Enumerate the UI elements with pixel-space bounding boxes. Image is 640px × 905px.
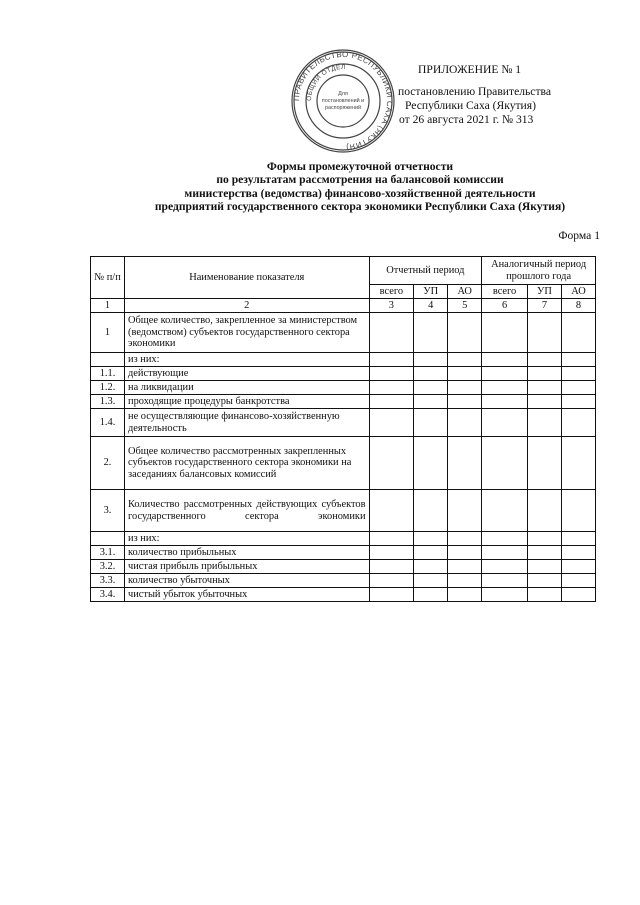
header-num: № п/п	[91, 257, 125, 299]
value-cell	[448, 560, 482, 574]
column-number-row	[91, 299, 596, 313]
value-cell	[448, 409, 482, 437]
column-number-cell: 4	[414, 299, 448, 313]
title-line-2: по результатам рассмотрения на балансовой комиссии	[216, 173, 504, 187]
value-cell	[482, 532, 528, 546]
row-name: действующие	[125, 367, 370, 381]
column-number-cell: 8	[561, 299, 595, 313]
table-row	[91, 532, 596, 546]
row-number: 1.2.	[91, 381, 125, 395]
table-row	[91, 367, 596, 381]
value-cell	[561, 532, 595, 546]
value-cell	[414, 490, 448, 532]
value-cell	[369, 409, 414, 437]
value-cell	[448, 588, 482, 602]
value-cell	[561, 490, 595, 532]
value-cell	[482, 313, 528, 353]
value-cell	[448, 395, 482, 409]
value-cell	[561, 588, 595, 602]
column-number-cell: 3	[369, 299, 414, 313]
title-line-1: Формы промежуточной отчетности	[266, 160, 454, 173]
row-name: на ликвидации	[125, 381, 370, 395]
table-row	[91, 381, 596, 395]
row-number: 3.3.	[91, 574, 125, 588]
value-cell	[448, 574, 482, 588]
table-row	[91, 395, 596, 409]
row-number	[91, 532, 125, 546]
value-cell	[561, 409, 595, 437]
value-cell	[482, 546, 528, 560]
value-cell	[561, 437, 595, 490]
value-cell	[561, 560, 595, 574]
row-number: 3.2.	[91, 560, 125, 574]
table-row	[91, 437, 596, 490]
table-row	[91, 409, 596, 437]
value-cell	[369, 313, 414, 353]
value-cell	[369, 395, 414, 409]
value-cell	[561, 395, 595, 409]
value-cell	[369, 381, 414, 395]
table-row	[91, 490, 596, 532]
value-cell	[527, 574, 561, 588]
value-cell	[414, 532, 448, 546]
row-name: Общее количество рассмотренных закрепленных субъектов государственного сектора экономики на заседаниях балансовых комиссий	[125, 437, 370, 490]
value-cell	[482, 437, 528, 490]
stamp-center-line-3: распоряжений	[324, 105, 362, 111]
row-name: чистая прибыль прибыльных	[125, 560, 370, 574]
value-cell	[369, 560, 414, 574]
row-number: 3.1.	[91, 546, 125, 560]
subheader-cell: АО	[561, 285, 595, 299]
value-cell	[448, 532, 482, 546]
value-cell	[414, 588, 448, 602]
row-number: 1.1.	[91, 367, 125, 381]
row-name: Общее количество, закрепленное за министерством (ведомством) субъектов государственного сектора экономики	[125, 313, 370, 353]
title-line-3: министерства (ведомства) финансово-хозяйственной деятельности	[184, 186, 536, 200]
appendix-line-1: постановлению Правительства	[398, 85, 551, 98]
value-cell	[448, 437, 482, 490]
value-cell	[369, 437, 414, 490]
report-table	[90, 256, 596, 602]
value-cell	[414, 353, 448, 367]
value-cell	[527, 395, 561, 409]
document-title	[60, 160, 640, 214]
value-cell	[414, 313, 448, 353]
value-cell	[448, 353, 482, 367]
row-number: 1	[91, 313, 125, 353]
value-cell	[369, 574, 414, 588]
value-cell	[448, 313, 482, 353]
value-cell	[369, 588, 414, 602]
value-cell	[482, 367, 528, 381]
value-cell	[527, 532, 561, 546]
value-cell	[369, 490, 414, 532]
subheader-cell: АО	[448, 285, 482, 299]
table-row	[91, 560, 596, 574]
table-row	[91, 574, 596, 588]
column-number-cell: 6	[482, 299, 528, 313]
value-cell	[414, 437, 448, 490]
official-stamp	[290, 48, 396, 154]
row-name: не осуществляющие финансово-хозяйственную деятельность	[125, 409, 370, 437]
value-cell	[414, 560, 448, 574]
stamp-inner-text: ОБЩИЙ ОТДЕЛ	[305, 63, 346, 102]
row-number: 2.	[91, 437, 125, 490]
subheader-cell: УП	[527, 285, 561, 299]
value-cell	[561, 367, 595, 381]
value-cell	[527, 588, 561, 602]
table-row	[91, 588, 596, 602]
value-cell	[482, 353, 528, 367]
subheader-cell: УП	[414, 285, 448, 299]
row-name: количество прибыльных	[125, 546, 370, 560]
value-cell	[369, 353, 414, 367]
value-cell	[527, 490, 561, 532]
value-cell	[414, 409, 448, 437]
table-header-row	[91, 257, 596, 285]
value-cell	[414, 395, 448, 409]
value-cell	[561, 574, 595, 588]
value-cell	[561, 546, 595, 560]
stamp-center-line-1: Для	[338, 91, 348, 97]
value-cell	[527, 546, 561, 560]
row-number: 3.4.	[91, 588, 125, 602]
value-cell	[482, 381, 528, 395]
row-name: чистый убыток убыточных	[125, 588, 370, 602]
value-cell	[414, 381, 448, 395]
value-cell	[482, 490, 528, 532]
value-cell	[369, 532, 414, 546]
title-line-4: предприятий государственного сектора экономики Республики Саха (Якутия)	[154, 200, 566, 214]
subheader-cell: всего	[369, 285, 414, 299]
value-cell	[369, 546, 414, 560]
row-name: Количество рассмотренных действующих субъектов государственного сектора экономики	[125, 490, 370, 532]
table-row	[91, 546, 596, 560]
value-cell	[527, 367, 561, 381]
value-cell	[482, 395, 528, 409]
value-cell	[482, 588, 528, 602]
value-cell	[482, 574, 528, 588]
table-row	[91, 353, 596, 367]
header-prev-period: Аналогичный период прошлого года	[482, 257, 596, 285]
value-cell	[482, 560, 528, 574]
stamp-outer-text: ПРАВИТЕЛЬСТВО РЕСПУБЛИКИ САХА (ЯКУТИЯ)	[291, 49, 395, 152]
value-cell	[527, 560, 561, 574]
value-cell	[448, 546, 482, 560]
value-cell	[414, 367, 448, 381]
appendix-line-3: от 26 августа 2021 г. № 313	[399, 113, 534, 126]
row-number: 3.	[91, 490, 125, 532]
value-cell	[448, 381, 482, 395]
value-cell	[482, 409, 528, 437]
table-row	[91, 313, 596, 353]
value-cell	[448, 367, 482, 381]
row-number	[91, 353, 125, 367]
stamp-center-line-2: постановлений и	[321, 98, 365, 104]
column-number-cell: 5	[448, 299, 482, 313]
subheader-cell: всего	[482, 285, 528, 299]
header-period: Отчетный период	[369, 257, 482, 285]
row-name: количество убыточных	[125, 574, 370, 588]
value-cell	[448, 490, 482, 532]
value-cell	[561, 313, 595, 353]
row-number: 1.3.	[91, 395, 125, 409]
value-cell	[561, 381, 595, 395]
value-cell	[527, 437, 561, 490]
row-name: из них:	[125, 353, 370, 367]
value-cell	[527, 409, 561, 437]
value-cell	[527, 353, 561, 367]
value-cell	[414, 574, 448, 588]
appendix-title: ПРИЛОЖЕНИЕ № 1	[418, 63, 522, 76]
row-number: 1.4.	[91, 409, 125, 437]
row-name: проходящие процедуры банкротства	[125, 395, 370, 409]
value-cell	[527, 381, 561, 395]
value-cell	[414, 546, 448, 560]
header-name: Наименование показателя	[125, 257, 370, 299]
column-number-cell: 2	[125, 299, 370, 313]
value-cell	[369, 367, 414, 381]
value-cell	[527, 313, 561, 353]
column-number-cell: 7	[527, 299, 561, 313]
form-label: Форма 1	[558, 229, 600, 242]
column-number-cell: 1	[91, 299, 125, 313]
appendix-line-2: Республики Саха (Якутия)	[405, 99, 536, 112]
value-cell	[561, 353, 595, 367]
row-name: из них:	[125, 532, 370, 546]
